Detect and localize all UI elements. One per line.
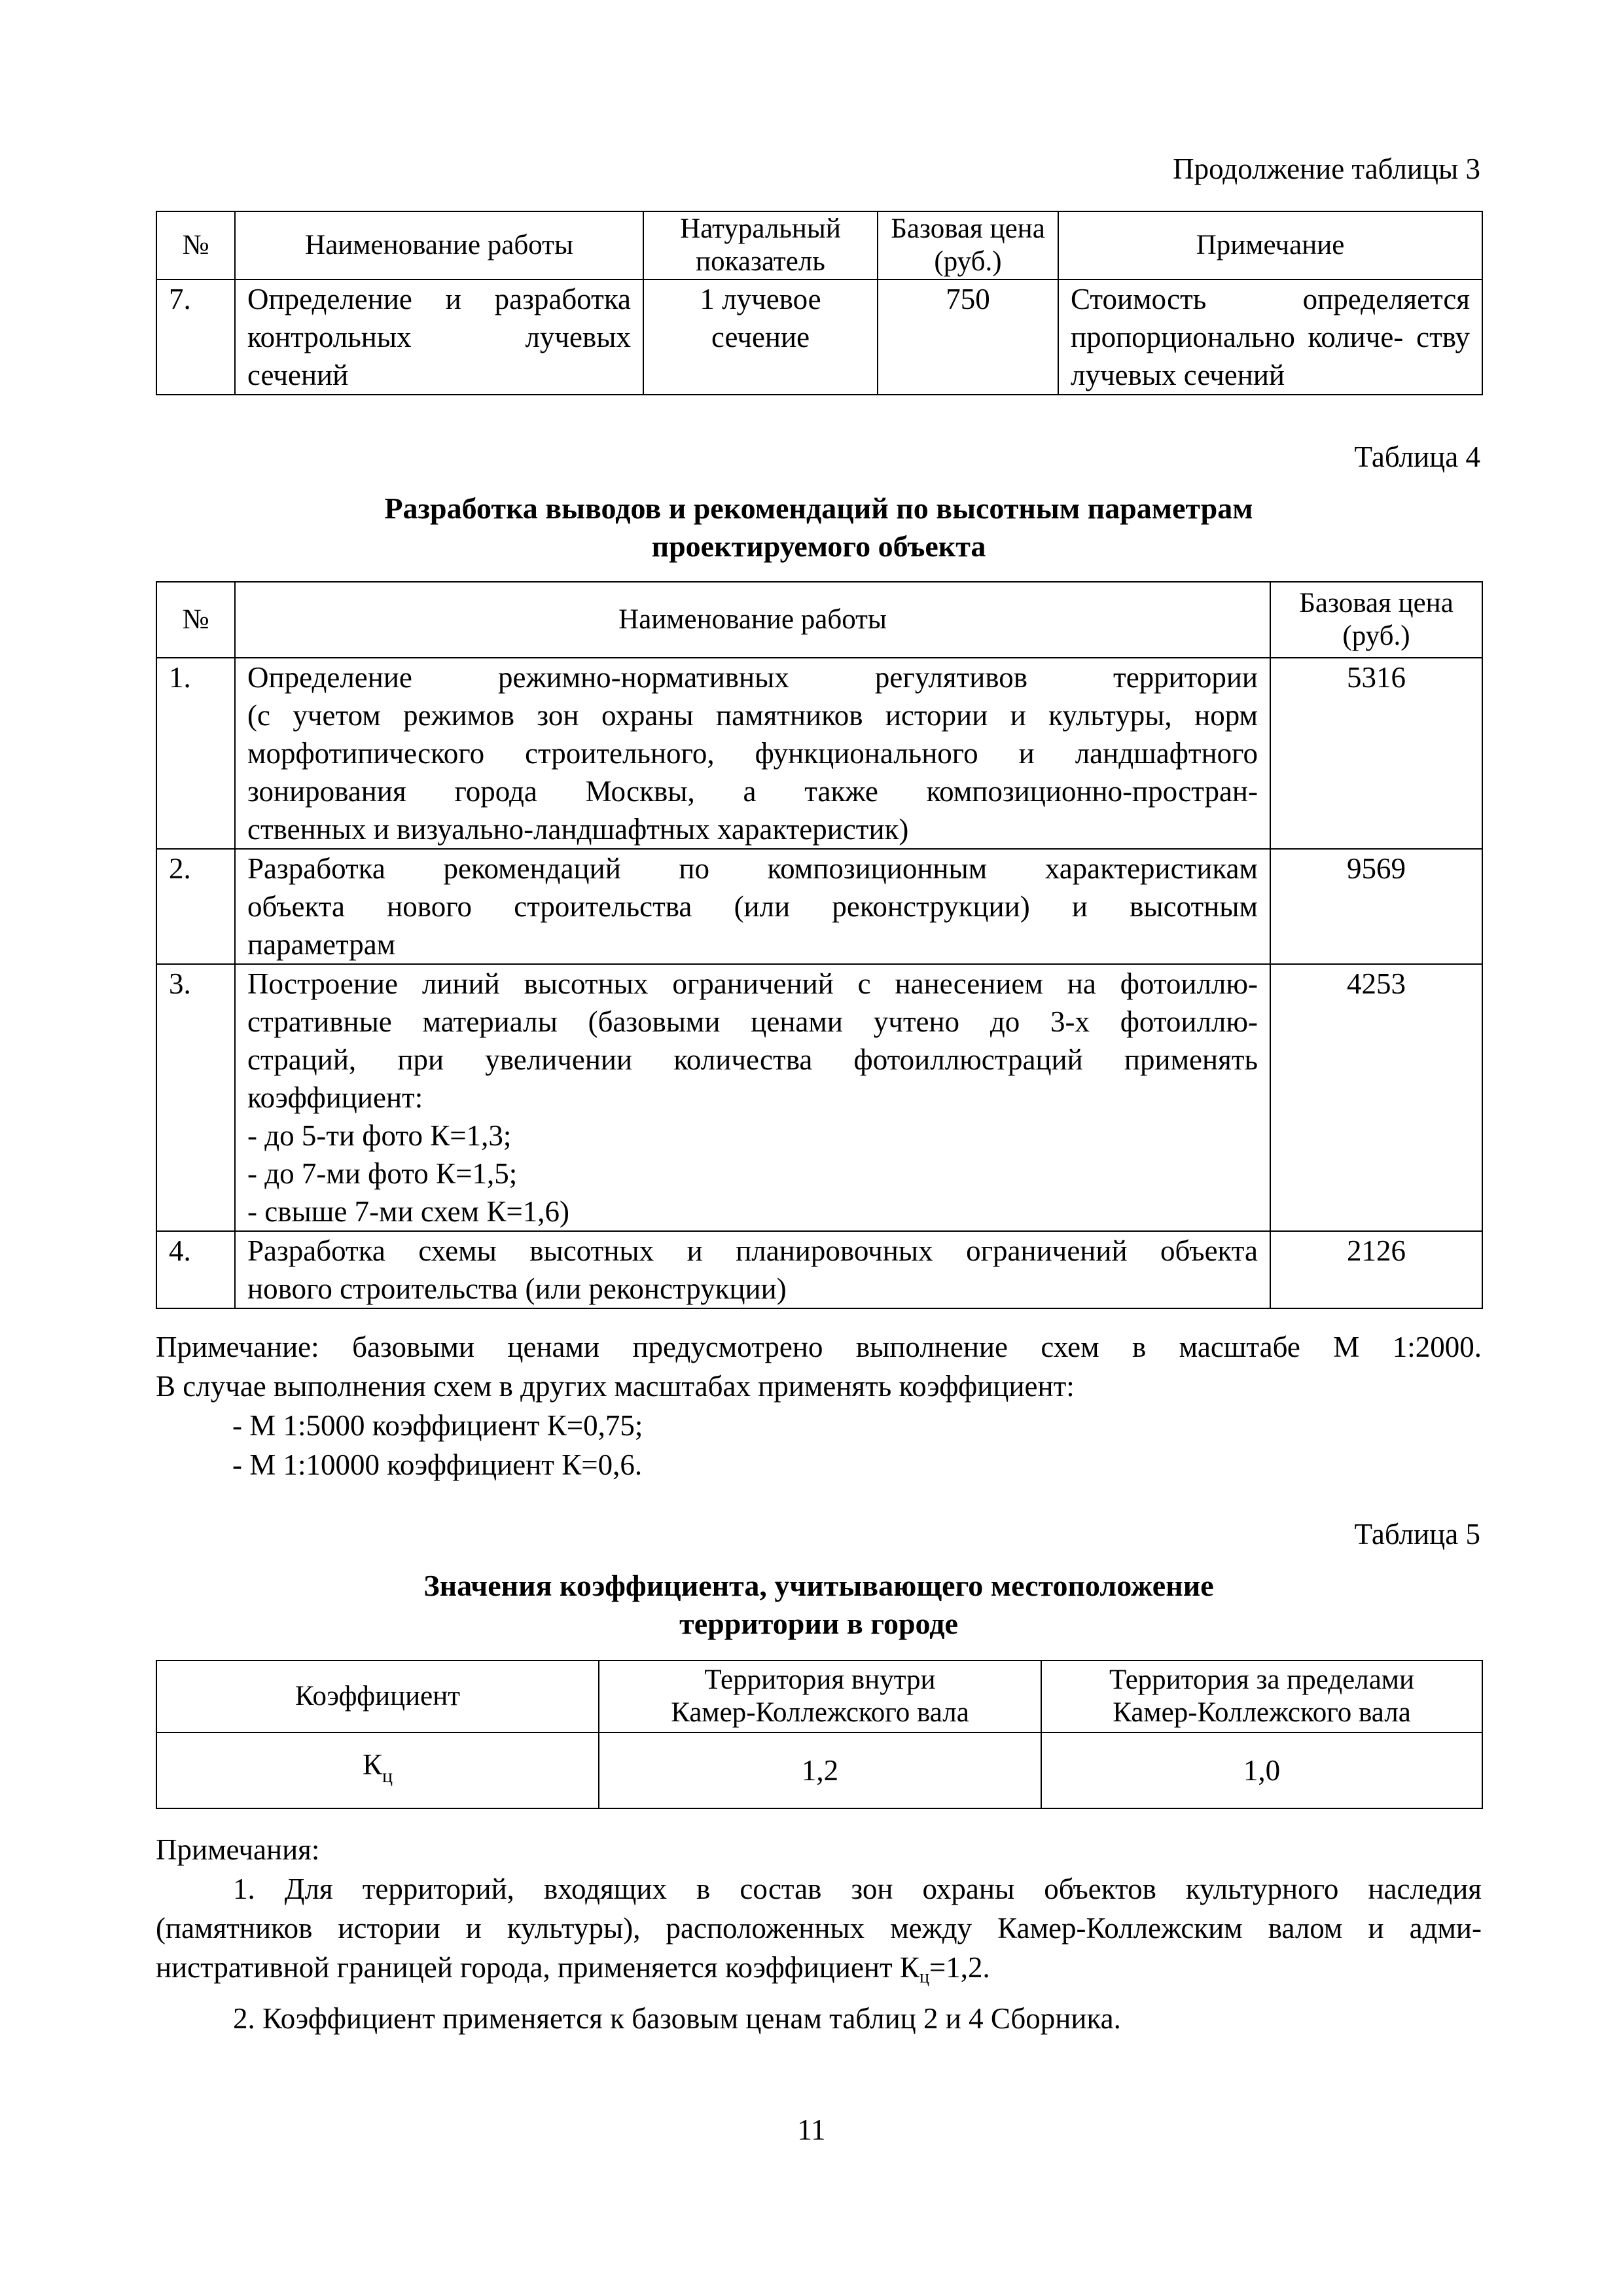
t3-row-num: 7. — [156, 279, 235, 395]
t4-row2-line: объекта нового строительства (или реконструкции) и высотным — [247, 890, 1258, 923]
t3-row-indicator: 1 лучевое сечение — [643, 279, 878, 395]
t4-row3-name — [235, 964, 1270, 1231]
t4-row2-line: Разработка рекомендаций по композиционным характеристикам — [247, 852, 1258, 885]
t3-row-name: Определение и разработка контрольных лучевых сечений — [235, 279, 643, 395]
t4-row2-line: параметрам — [247, 928, 396, 961]
table4 — [156, 581, 1483, 1309]
t4-row1-line: морфотипического строительного, функционального и ландшафтного — [247, 737, 1258, 770]
t4-row4-num: 4. — [156, 1231, 235, 1308]
table4-note-line1: Примечание: базовыми ценами предусмотрено выполнение схем в масштабе М 1:2000. — [156, 1331, 1482, 1363]
t5-coef-main: К — [362, 1748, 382, 1781]
t4-row1-line: зонирования города Москвы, а также композиционно-простран- — [247, 775, 1258, 808]
t4-row3-num: 3. — [156, 964, 235, 1231]
t3-row-price: 750 — [878, 279, 1058, 395]
t4-row1-price: 5316 — [1270, 658, 1482, 849]
t4-row3-line: коэффициент: — [247, 1081, 423, 1114]
t4-row3-line: - до 7-ми фото К=1,5; — [247, 1157, 518, 1190]
t5-row-coef — [156, 1732, 599, 1808]
t4-row2-num: 2. — [156, 849, 235, 964]
t3-header-indicator: Натуральный показатель — [643, 211, 878, 279]
t4-row3-line: - свыше 7-ми схем К=1,6) — [247, 1195, 569, 1228]
table5-title-line2: территории в городе — [679, 1607, 958, 1640]
t4-row3-line: страций, при увеличении количества фотоиллюстраций применять — [247, 1043, 1258, 1076]
t4-row1-line: (с учетом режимов зон охраны памятников истории и культуры, норм — [247, 699, 1258, 732]
notes-n1-line3-sub: ц — [919, 1967, 929, 1987]
t5-row-outside: 1,0 — [1041, 1732, 1482, 1808]
t4-row1-line: ственных и визуально-ландшафтных характеристик) — [247, 813, 909, 846]
notes-n1-line1: 1. Для территорий, входящих в состав зон охраны объектов культурного наследия — [233, 1873, 1482, 1905]
notes-n2: 2. Коэффициент применяется к базовым ценам таблиц 2 и 4 Сборника. — [233, 2002, 1121, 2035]
table5-title-line1: Значения коэффициента, учитывающего местоположение — [423, 1569, 1214, 1602]
t4-row3-line: - до 5-ти фото К=1,3; — [247, 1119, 512, 1152]
table4-title-line1: Разработка выводов и рекомендаций по высотным параметрам — [384, 492, 1253, 525]
t5-header-outside-line1: Территория за пределами — [1109, 1664, 1415, 1695]
table4-note-item2: - М 1:10000 коэффициент К=0,6. — [232, 1448, 643, 1481]
table5-caption: Таблица 5 — [1354, 1518, 1480, 1551]
table4-note-line2: В случае выполнения схем в других масштабах применять коэффициент: — [156, 1370, 1075, 1403]
t3-header-name: Наименование работы — [235, 211, 643, 279]
notes-n1-line2: (памятников истории и культуры), расположенных между Камер-Коллежским валом и адми- — [156, 1912, 1482, 1945]
t4-row4-name — [235, 1231, 1270, 1308]
table3-continuation — [156, 211, 1483, 395]
t5-header-inside-line1: Территория внутри — [704, 1664, 936, 1695]
t4-header-name: Наименование работы — [235, 582, 1270, 658]
t3-header-price: Базовая цена (руб.) — [878, 211, 1058, 279]
t4-row4-line: нового строительства (или реконструкции) — [247, 1272, 787, 1305]
t4-row2-name — [235, 849, 1270, 964]
t4-row1-line: Определение режимно-нормативных регулятивов территории — [247, 661, 1258, 694]
t5-header-coef: Коэффициент — [156, 1660, 599, 1732]
t5-header-outside — [1041, 1660, 1482, 1732]
table3-caption: Продолжение таблицы 3 — [1173, 152, 1480, 185]
t4-row2-price: 9569 — [1270, 849, 1482, 964]
t4-row1-num: 1. — [156, 658, 235, 849]
t4-header-price: Базовая цена (руб.) — [1270, 582, 1482, 658]
t5-coef-sub: ц — [382, 1765, 393, 1787]
table4-caption: Таблица 4 — [1354, 440, 1480, 473]
notes-heading: Примечания: — [156, 1833, 320, 1866]
t3-header-num: № — [156, 211, 235, 279]
t5-row-inside: 1,2 — [599, 1732, 1041, 1808]
notes-n1-line3-b: =1,2. — [929, 1951, 990, 1984]
t5-header-outside-line2: Камер-Коллежского вала — [1113, 1697, 1411, 1728]
t4-row3-line: стративные материалы (базовыми ценами учтено до 3-х фотоиллю- — [247, 1005, 1258, 1038]
table4-note-item1: - М 1:5000 коэффициент К=0,75; — [232, 1409, 643, 1442]
t3-row-note: Стоимость определяется пропорционально количе- ству лучевых сечений — [1058, 279, 1482, 395]
notes-n1-line3 — [156, 1948, 1482, 1997]
table5 — [156, 1660, 1483, 1809]
t4-row1-name — [235, 658, 1270, 849]
table4-title-line2: проектируемого объекта — [651, 529, 986, 563]
t4-row4-price: 2126 — [1270, 1231, 1482, 1308]
t4-row4-line: Разработка схемы высотных и планировочных ограничений объекта — [247, 1234, 1258, 1267]
t5-header-inside-line2: Камер-Коллежского вала — [671, 1697, 969, 1728]
page-number: 11 — [797, 2113, 826, 2146]
t4-row3-price: 4253 — [1270, 964, 1482, 1231]
t5-header-inside — [599, 1660, 1041, 1732]
t4-row3-line: Построение линий высотных ограничений с нанесением на фотоиллю- — [247, 967, 1258, 1000]
t4-header-num: № — [156, 582, 235, 658]
notes-n1-line3-a: нистративной границей города, применяется коэффициент К — [156, 1951, 919, 1984]
t3-header-note: Примечание — [1058, 211, 1482, 279]
